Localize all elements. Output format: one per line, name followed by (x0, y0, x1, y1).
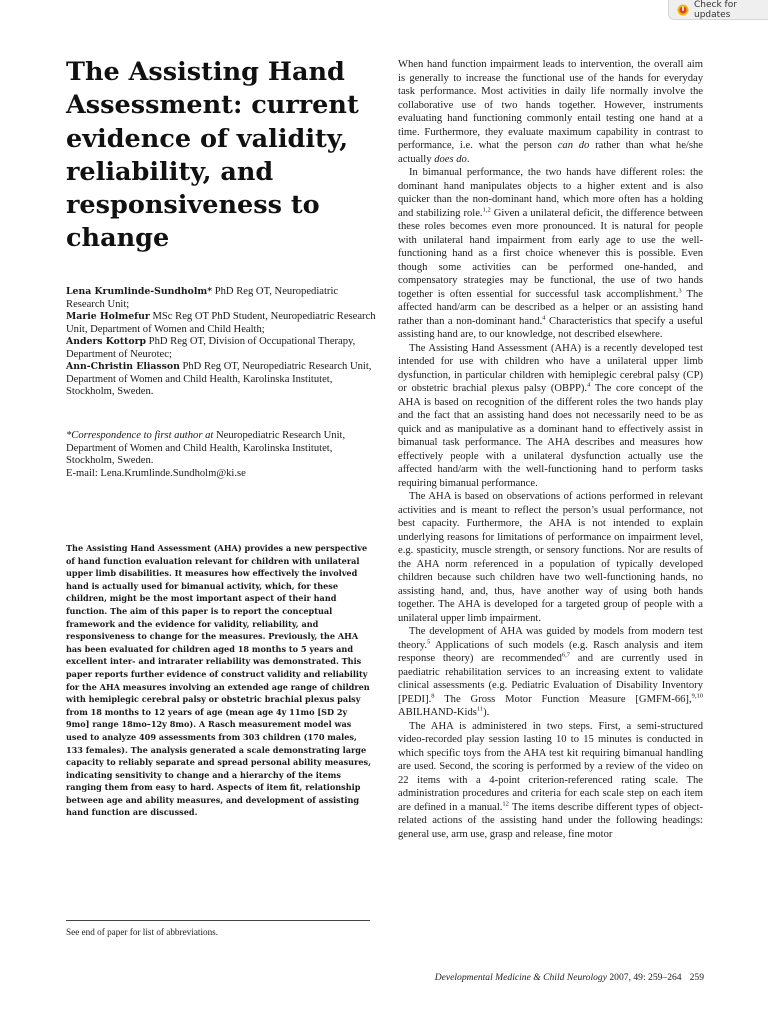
author-affiliation: PhD Reg OT, Division of Occupational Therapy, Department of Neurotec; (66, 336, 356, 360)
crossmark-icon (677, 4, 689, 16)
citation-ref: 11 (476, 705, 484, 713)
check-for-updates-button[interactable] (668, 0, 768, 20)
correspondence-address: Neuropediatric Research Unit, Department of Women and Child Health, Karolinska Institutet, Stockholm, Sweden. (66, 430, 346, 466)
author-affiliation: PhD Reg OT, Neuropediatric Research Unit; (66, 286, 339, 310)
citation-ref: 3 (678, 286, 682, 294)
author-name: Marie Holmefur (66, 311, 150, 322)
body-paragraph: The AHA is based on observations of actions performed in relevant activities and is meant to reflect the person’s usual performance, not best capacity. Furthermore, the AHA is not intended to explain underlying reasons for limitations of performance on impairment level, e.g. spasticity, muscle strength, or sensory functions. Nor are results of the AHA norm referenced in a population of typically developed children because such children have two well-functioning hands, no assisting hand, and, thus, have another way of using both hands together. The AHA is developed for a targeted group of people with a unilateral upper limb impairment. (398, 491, 703, 624)
author-entry (66, 311, 376, 336)
body-paragraph: The AHA is administered in two steps. First, a semi-structured video-recorded play session lasting 10 to 15 minutes is conducted in which specific toys from the AHA test kit requiring bimanual handling are used. Second, the scoring is performed by a review of the video on 22 items with a 4-point criterion-referenced rating scale. The administration procedures and criteria for each scale step on each item are defined in a manual.$^{12}$ The items describe different types of object-related actions of the assisting hand under the following headings: general use, arm use, grasp and release, fine motor (398, 720, 703, 840)
citation-ref: 4 (587, 381, 591, 389)
citation-ref: 1,2 (482, 205, 491, 213)
page-number: 259 (689, 972, 704, 983)
body-paragraph: When hand function impairment leads to intervention, the overall aim is generally to increase the functional use of the hands for everyday task performance. Most activities in daily life normally involve the collaborative use of two hands together. However, instruments evaluating hand functioning commonly entail testing one hand at a time. Furthermore, they evaluate maximum capability in contrast to performance, i.e. what the person can do rather than what he/she actually does do. (398, 59, 703, 165)
check-for-updates-label: Check for updates (694, 0, 737, 20)
author-name: Lena Krumlinde-Sundholm* (66, 286, 213, 297)
citation-ref: 4 (542, 313, 546, 321)
body-paragraph: The development of AHA was guided by models from modern test theory.$^5$ Applications of such models (e.g. Rasch analysis and item response theory) are recommended$^{6,7}$ and are currently used in paediatric rehabilitation services to an increasing extent to validate clinical assessments (e.g. Pediatric Evaluation of Disability Inventory [PEDI].$^8$ The Gross Motor Function Measure [GMFM-66],$^{9,10}$ ABILHAND-Kids$^{11}$). (398, 626, 703, 718)
author-affiliation: MSc Reg OT PhD Student, Neuropediatric Research Unit, Department of Women and Child Health; (66, 311, 376, 335)
correspondence (66, 430, 376, 480)
author-entry (66, 336, 376, 361)
abstract: The Assisting Hand Assessment (AHA) provides a new perspective of hand function evaluation relevant for children with unilateral upper limb disabilities. It measures how effectively the involved hand is actually used for bimanual activity, which, for these children, might be the most important aspect of their hand function. The aim of this paper is to report the conceptual framework and the evidence for validity, reliability, and responsiveness to change for the measures. Previously, the AHA has been evaluated for children aged 18 months to 5 years and excellent inter- and intrarater reliability was demonstrated. This paper reports further evidence of construct validity and reliability for the AHA measures involving an extended age range of children with hemiplegic cerebral palsy or obstetric brachial plexus palsy from 18 months to 12 years of age (mean age 4y 11mo [SD 2y 9mo] range 18mo–12y 8mo). A Rasch measurement model was used to analyze 409 assessments from 303 children (170 males, 133 females). The analysis generated a scale demonstrating large capacity to reliably separate and spread personal ability measures, indicating sensitivity to change and a hierarchy of the items ranging them from easy to hard. Aspects of item fit, relationship between age and ability measures, and development of assisting hand function are discussed. (66, 543, 371, 818)
article-title: The Assisting Hand Assessment: current evidence of validity, reliability, and responsiveness to change (66, 57, 359, 254)
author-name: Ann-Christin Eliasson (66, 361, 180, 372)
citation-ref: 9,10 (691, 691, 703, 699)
running-footer (386, 972, 704, 983)
author-list (66, 286, 376, 399)
journal-citation: 2007, 49: 259–264 (606, 972, 682, 983)
author-entry (66, 286, 376, 311)
correspondence-lead: *Correspondence to first author at (66, 430, 214, 441)
author-name: Anders Kottorp (66, 336, 147, 347)
body-text-column (398, 58, 703, 841)
author-entry (66, 361, 376, 399)
footnote-divider (66, 920, 370, 921)
body-paragraph: In bimanual performance, the two hands have different roles: the dominant hand manipulates objects to a higher extent and is also quicker than the non-dominant hand, which more often has a holding and stabilizing role.$^{1,2}$ Given a unilateral deficit, the difference between these roles becomes even more pronounced. It is natural for people with unilateral hand impairment from early age to use the well-functioning hand as a first choice whenever this is possible. Even though some activities can be performed one-handed, and compensatory strategies may be functional, the use of two hands together is often essential for successful task accomplishment.$^3$ The affected hand/arm can be described as a helper or an assisting hand rather than a non-dominant hand.$^4$ Characteristics that specify a useful assisting hand are, to our knowledge, not described elsewhere. (398, 167, 704, 340)
body-paragraph: The Assisting Hand Assessment (AHA) is a recently developed test intended for use with children who have a unilateral upper limb dysfunction, in particular children with hemiplegic cerebral palsy (CP) or obstetric brachial plexus palsy (OBPP).$^4$ The core concept of the AHA is based on recognition of the different roles the two hands play and the fact that an assisting hand does not necessarily need to be as quick and as manipulative as a dominant hand to effectively assist in bimanual task performance. The AHA describes and measures how effectively people with a unilateral dysfunction actually use the affected hand/arm with the well-functioning hand to perform tasks requiring bimanual performance. (398, 342, 703, 489)
author-affiliation: PhD Reg OT, Neuropediatric Research Unit, Department of Women and Child Health, Karolinska Institutet, Stockholm, Sweden. (66, 361, 372, 397)
citation-ref: 12 (502, 799, 509, 807)
citation-ref: 6,7 (561, 651, 571, 659)
correspondence-email: E-mail: Lena.Krumlinde.Sundholm@ki.se (66, 467, 246, 479)
citation-ref: 5 (427, 637, 431, 645)
abbreviations-footnote: See end of paper for list of abbreviations. (66, 927, 219, 937)
citation-ref: 8 (431, 691, 435, 699)
journal-name: Developmental Medicine & Child Neurology (434, 972, 607, 983)
